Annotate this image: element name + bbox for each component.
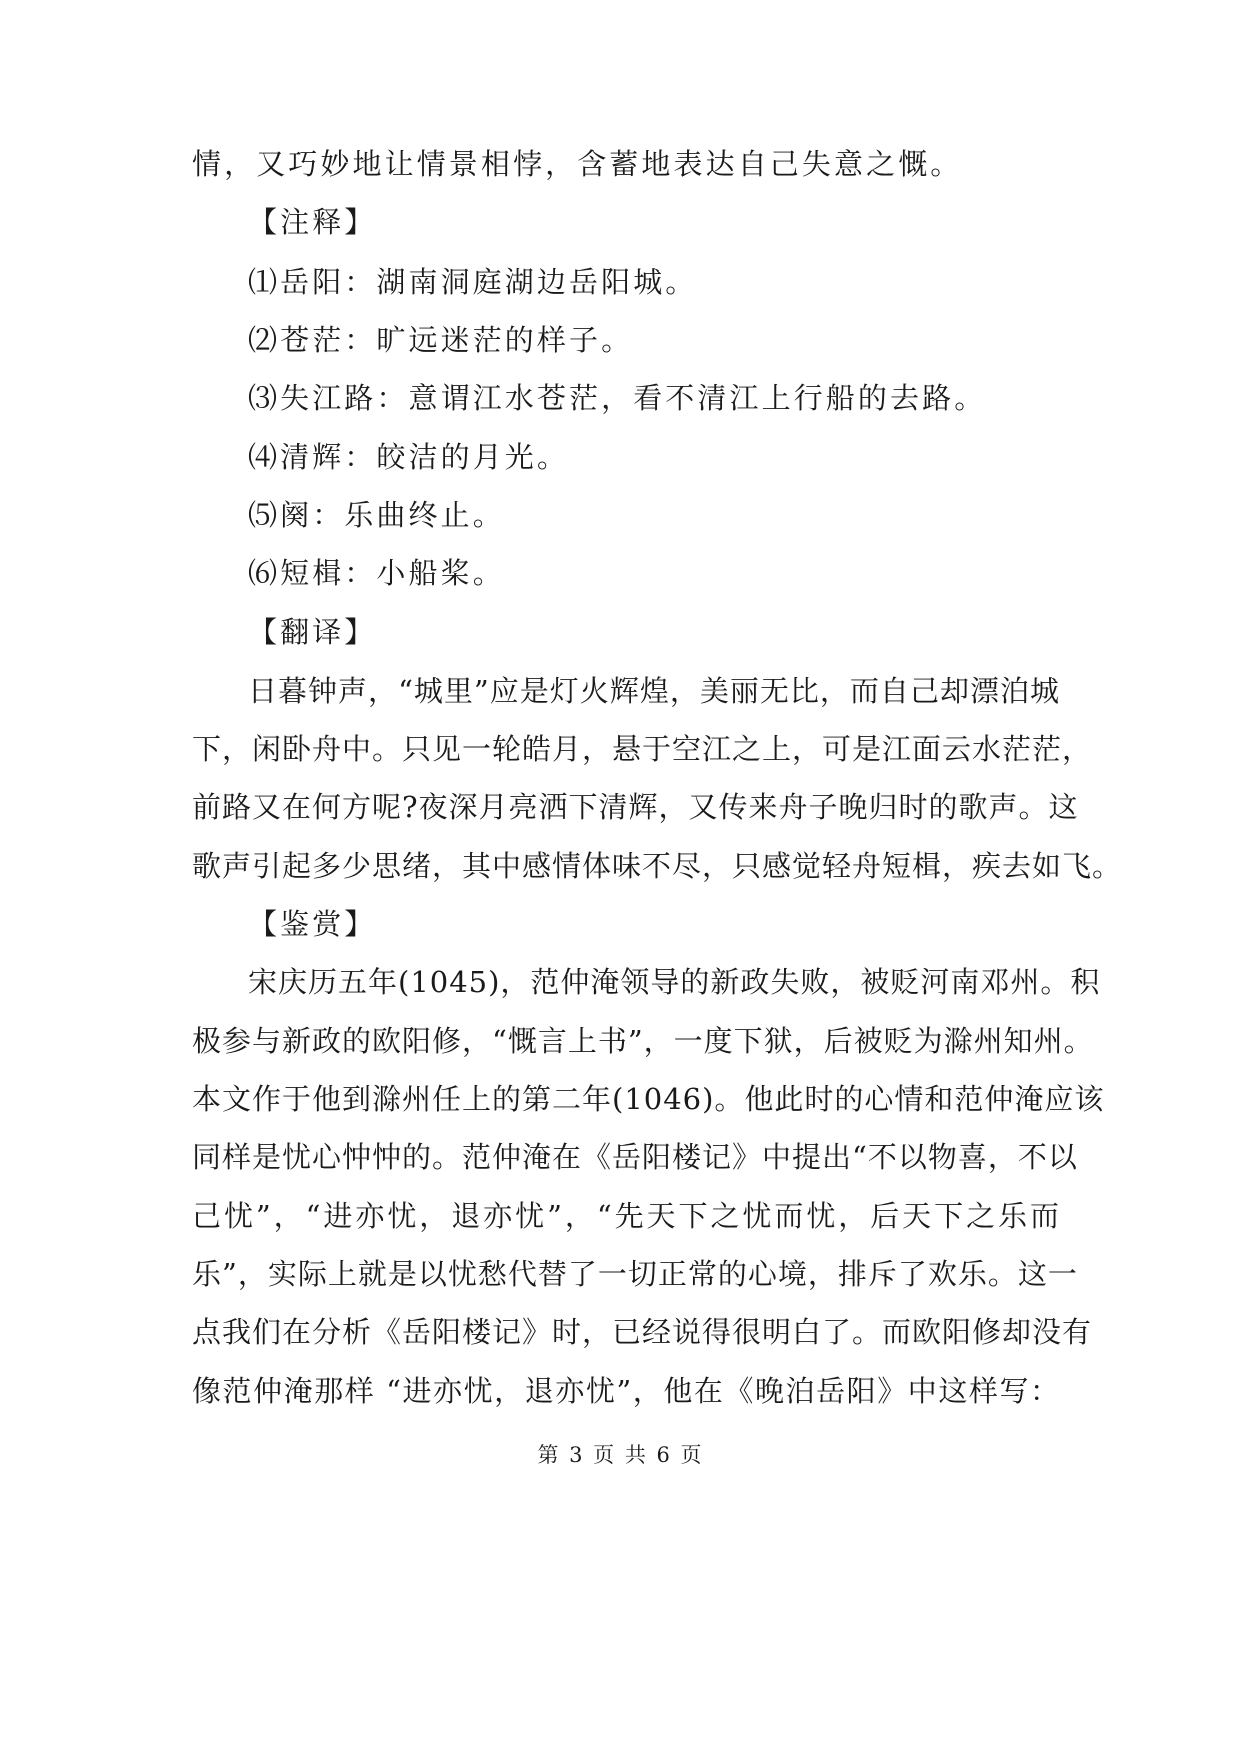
- body-line-intro: 情，又巧妙地让情景相悖，含蓄地表达自己失意之慨。: [192, 147, 963, 181]
- page-number-footer: 第 3 页 共 6 页: [537, 1443, 704, 1467]
- note-item-2: ⑵苍茫：旷远迷茫的样子。: [248, 323, 634, 357]
- translation-line-3: 前路又在何方呢?夜深月亮洒下清辉，又传来舟子晚归时的歌声。这: [192, 790, 1079, 824]
- appreciation-line-4: 同样是忧心忡忡的。范仲淹在《岳阳楼记》中提出“不以物喜，不以: [192, 1140, 1078, 1174]
- section-heading-notes: 【注释】: [248, 205, 377, 239]
- appreciation-line-3: 本文作于他到滁州任上的第二年(1046)。他此时的心情和范仲淹应该: [192, 1082, 1105, 1116]
- appreciation-line-5: 己忧”，“进亦忧，退亦忧”，“先天下之忧而忧，后天下之乐而: [192, 1199, 1060, 1233]
- note-item-1: ⑴岳阳：湖南洞庭湖边岳阳城。: [248, 265, 698, 299]
- appreciation-line-7: 点我们在分析《岳阳楼记》时，已经说得很明白了。而欧阳修却没有: [192, 1315, 1093, 1349]
- section-heading-appreciation: 【鉴赏】: [248, 907, 377, 941]
- appreciation-line-8: 像范仲淹那样 “进亦忧，退亦忧”，他在《晚泊岳阳》中这样写：: [192, 1374, 1060, 1408]
- translation-line-4: 歌声引起多少思绪，其中感情体味不尽，只感觉轻舟短楫，疾去如飞。: [192, 849, 1123, 883]
- note-item-3: ⑶失江路：意谓江水苍茫，看不清江上行船的去路。: [248, 381, 987, 415]
- appreciation-line-2: 极参与新政的欧阳修，“慨言上书”，一度下狱，后被贬为滁州知州。: [192, 1024, 1094, 1058]
- section-heading-translation: 【翻译】: [248, 615, 377, 649]
- translation-line-2: 下，闲卧舟中。只见一轮皓月，悬于空江之上，可是江面云水茫茫，: [192, 732, 1093, 766]
- note-item-4: ⑷清辉：皎洁的月光。: [248, 440, 570, 474]
- translation-line-1: 日暮钟声，“城里”应是灯火辉煌，美丽无比，而自己却漂泊城: [248, 674, 1060, 708]
- appreciation-line-1: 宋庆历五年(1045)，范仲淹领导的新政失败，被贬河南邓州。积: [248, 965, 1101, 999]
- note-item-5: ⑸阕：乐曲终止。: [248, 498, 505, 532]
- note-item-6: ⑹短楫：小船桨。: [248, 556, 505, 590]
- appreciation-line-6: 乐”，实际上就是以忧愁代替了一切正常的心境，排斥了欢乐。这一: [192, 1257, 1078, 1291]
